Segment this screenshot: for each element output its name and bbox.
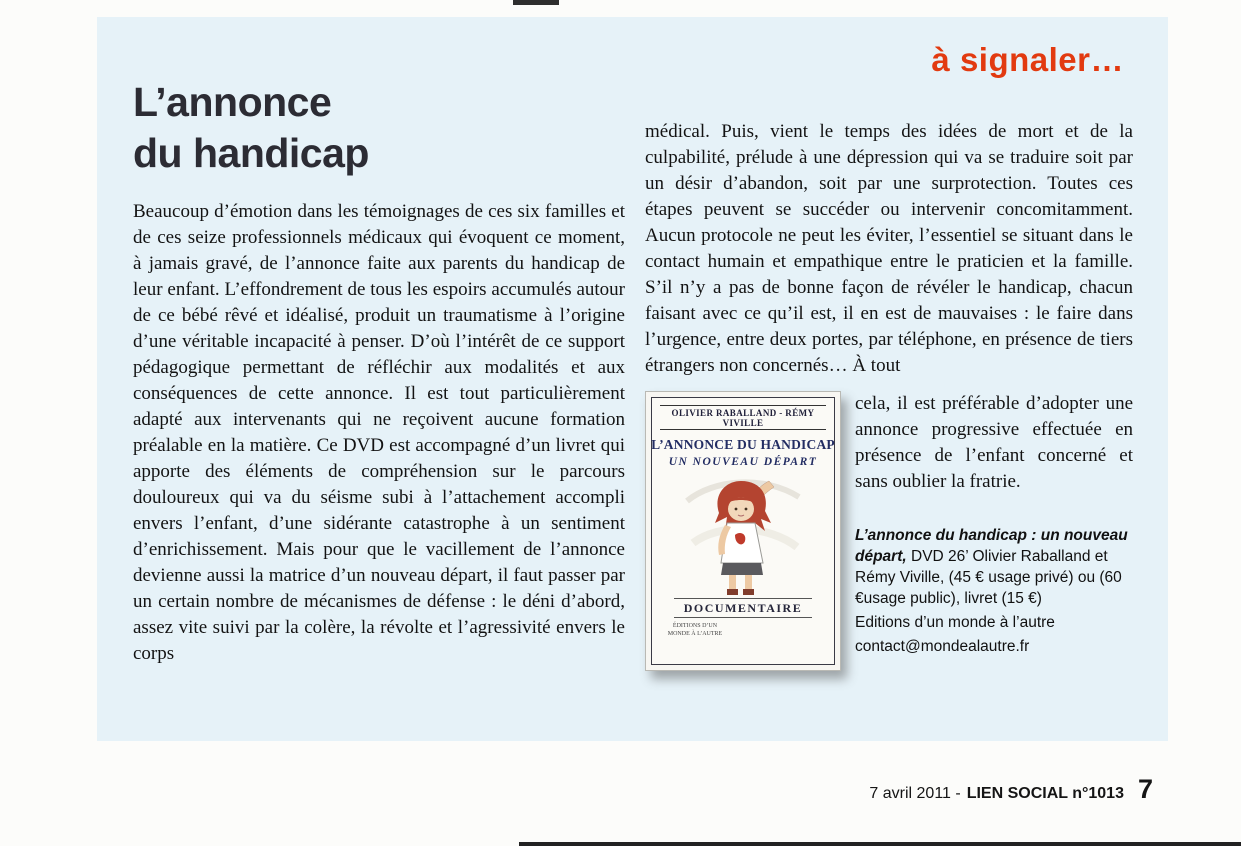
dvd-caption-publisher: Editions d’un monde à l’autre [855,614,1055,631]
footer-page-number: 7 [1137,774,1153,804]
dvd-cover-inner [651,397,835,665]
section-label: à signaler… [931,41,1124,78]
beside-cover-column [855,391,1133,671]
footer-date: 7 avril 2011 - [869,785,961,802]
dvd-caption [855,525,1133,609]
article-box [97,17,1168,741]
dvd-cover-publisher-logo: ÉDITIONS D’UN MONDE À L’AUTRE [667,623,723,637]
footer-magazine-name: LIEN SOCIAL n°1013 [966,785,1124,802]
article-paragraph-right: médical. Puis, vient le temps des idées de mort et de la culpabilité, prélude à une dépression qui va se traduire soit par un désir d’abandon, soit par une surprotection. Toutes ces étapes peuvent se succéder ou intervenir concomitamment. Aucun protocole ne peut les éviter, l’essentiel se situant dans le contact humain et empathique entre le praticien et la famille. S’il n’y a pas de bonne façon de révéler le handicap, chacun faisant avec ce qu’il est, il en est de mauvaises : le faire dans l’urgence, entre deux portes, par téléphone, en présence de tiers étrangers non concernés… À tout [645,121,1133,376]
dvd-caption-title: L’annonce du handicap : un nouveau départ, [855,527,1128,565]
dvd-caption-contact: contact@mondealautre.fr [855,638,1030,655]
right-column [645,119,1133,671]
article-title-line2: du handicap [133,130,369,176]
article-paragraph-wrap: cela, il est préférable d’adopter une annonce progressive effectuée en présence de l’enfant concerné et sans oublier la fratrie. [855,393,1133,492]
dvd-cover-subtitle: UN NOUVEAU DÉPART [668,456,818,468]
article-title [133,77,625,179]
dvd-cover-title: L’ANNONCE DU HANDICAP [651,437,835,452]
article-title-line1: L’annonce [133,79,332,125]
dvd-cover [645,391,841,671]
scan-artifact [519,842,1241,846]
left-column [133,77,625,667]
article-paragraph-left: Beaucoup d’émotion dans les témoignages de ces six familles et de ces seize professionnels médicaux qui évoquent ce moment, à jamais gravé, de l’annonce faite aux parents du handicap de leur enfant. L’effondrement de tous les espoirs accumulés autour de ce bébé rêvé et idéalisé, produit un traumatisme à l’origine d’une véritable incapacité à penser. D’où l’intérêt de ce support pédagogique permettant de réfléchir aux modalités et aux conséquences de cette annonce. Il est tout particulièrement adapté aux intervenants qui ne reçoivent aucune formation préalable en la matière. Ce DVD est accompagné d’un livret qui apporte des éléments de compréhension sur le parcours douloureux qui va du séisme subi à l’attachement accompli envers l’enfant, d’une sidérante catastrophe à un sentiment d’enrichissement. Mais pour que le vacillement de l’annonce devienne aussi la matrice d’un nouveau départ, il faut passer par un certain nombre de mécanismes de défense : le déni d’abord, assez vite suivi par la colère, la révolte et l’agressivité envers le corps [133,201,625,664]
dvd-caption-details: DVD 26’ Olivier Raballand et Rémy Viville, (45 € usage privé) ou (60 €usage public), livret (15 €) [855,548,1122,607]
media-row [645,391,1133,671]
scan-artifact [513,0,559,5]
dvd-cover-genre: DOCUMENTAIRE [674,598,812,618]
dvd-cover-authors: OLIVIER RABALLAND - RÉMY VIVILLE [660,405,825,430]
page-footer [869,774,1153,805]
manga-girl-illustration [679,471,807,597]
